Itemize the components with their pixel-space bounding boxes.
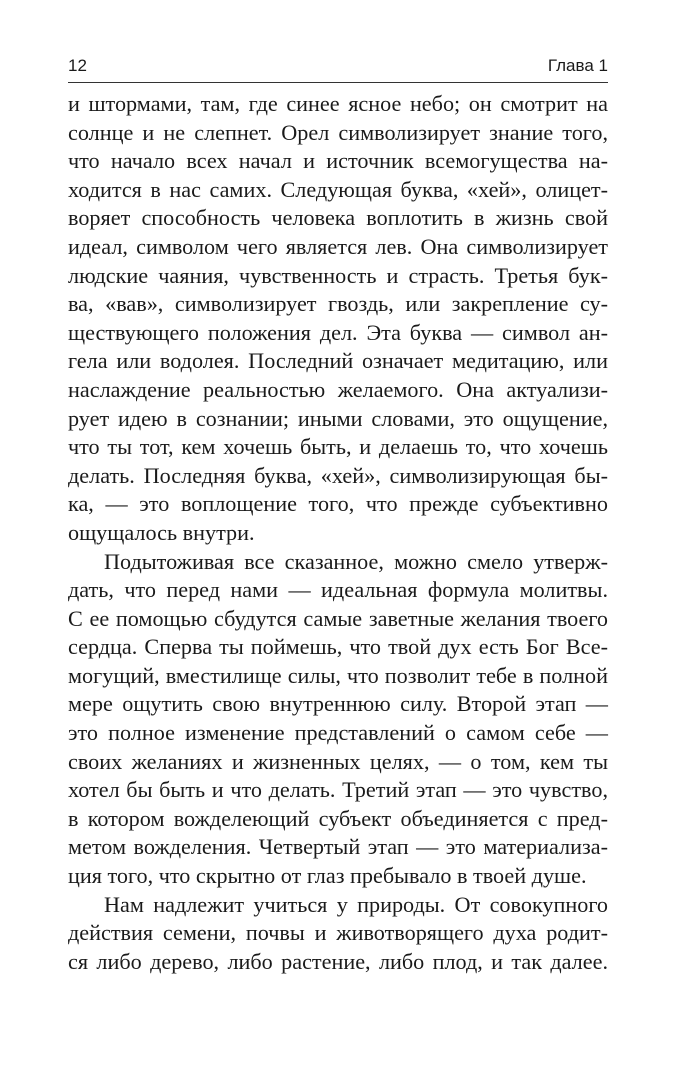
text-line: делать. Последняя буква, «хей», символизирующая бы- [68, 462, 608, 488]
running-head: Глава 1 [547, 56, 608, 75]
text-line: ка, — это воплощение того, что прежде субъективно [68, 491, 608, 517]
text-line: это полное изменение представлений о самом себе — [68, 720, 608, 746]
text-line: что начало всех начал и источник всемогущества на- [68, 148, 608, 174]
text-line: рует идею в сознании; иными словами, это ощущение, [68, 405, 608, 431]
text-line: Подытоживая все сказанное, можно смело утверж- [104, 548, 608, 574]
text-line: ществующего положения дел. Эта буква — символ ан- [68, 319, 608, 345]
text-line: ция того, что скрытно от глаз пребывало в твоей душе. [68, 863, 587, 889]
text-line: и штормами, там, где синее ясное небо; он смотрит на [68, 91, 608, 116]
text-line: ся либо дерево, либо растение, либо плод, и так далее. [68, 948, 608, 974]
text-line: сердца. Сперва ты поймешь, что твой дух есть Бог Все- [68, 634, 608, 660]
text-line: солнце и не слепнет. Орел символизирует знание того, [68, 119, 608, 145]
text-line: людские чаяния, чувственность и страсть. Третья бук- [68, 262, 608, 288]
text-line: ва, «вав», символизирует гвоздь, или закрепление су- [68, 291, 608, 317]
paragraph [68, 548, 608, 891]
page-header [68, 56, 608, 83]
text-line: дать, что перед нами — идеальная формула молитвы. [68, 577, 608, 603]
text-line: наслаждение реальностью желаемого. Она актуализи- [68, 376, 608, 402]
text-line: Нам надлежит учиться у природы. От совокупного [104, 891, 608, 917]
text-line: метом вожделения. Четвертый этап — это материализа- [68, 834, 608, 860]
text-line: могущий, вместилище силы, что позволит тебе в полной [68, 662, 608, 688]
text-line: ходится в нас самих. Следующая буква, «хей», олицет- [68, 176, 608, 202]
text-line: в котором вожделеющий субъект объединяется с пред- [68, 805, 608, 831]
text-line: мере ощутить свою внутреннюю силу. Второй этап — [68, 691, 608, 717]
paragraph [68, 90, 608, 548]
text-line: идеал, символом чего является лев. Она символизирует [68, 233, 608, 259]
text-line: гела или водолея. Последний означает медитацию, или [68, 348, 608, 374]
text-line: своих желаниях и жизненных целях, — о том, кем ты [68, 748, 608, 774]
page-number: 12 [68, 56, 87, 75]
page-body [68, 90, 608, 976]
text-line: хотел бы быть и что делать. Третий этап — это чувство, [68, 777, 608, 803]
paragraph [68, 891, 608, 977]
text-line: С ее помощью сбудутся самые заветные желания твоего [68, 605, 608, 631]
text-line: действия семени, почвы и животворящего духа родит- [68, 920, 608, 946]
text-line: ощущалось внутри. [68, 519, 255, 545]
text-line: что ты тот, кем хочешь быть, и делаешь то, что хочешь [68, 434, 608, 460]
text-line: воряет способность человека воплотить в жизнь свой [68, 205, 608, 231]
